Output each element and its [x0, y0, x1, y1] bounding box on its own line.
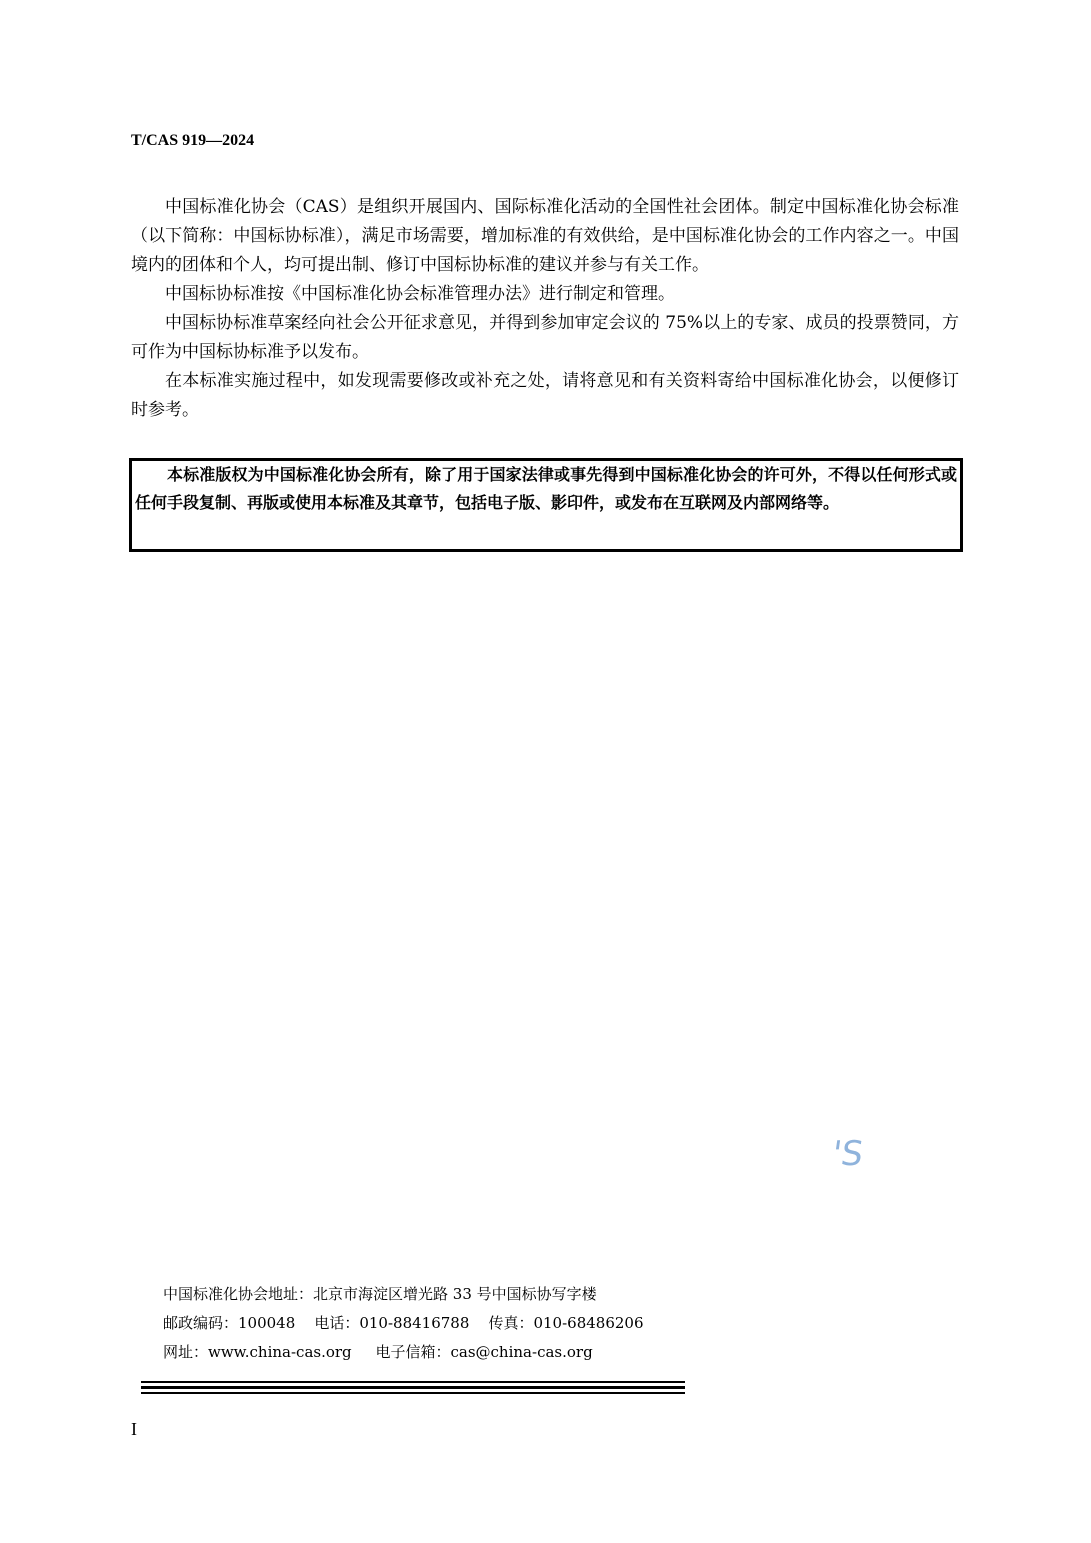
footer-rule — [141, 1381, 685, 1383]
phone-line: 邮政编码：100048 电话：010-88416788 传真：010-68486206 — [163, 1314, 644, 1332]
address-line: 中国标准化协会地址：北京市海淀区增光路 33 号中国标协写字楼 — [163, 1285, 597, 1303]
contact-info — [163, 1280, 644, 1367]
watermark: 'S — [829, 1134, 866, 1174]
page-number: I — [131, 1419, 137, 1439]
intro-paragraph: 中国标协标准按《中国标准化协会标准管理办法》进行制定和管理。 — [165, 284, 675, 304]
intro-paragraph: 中国标准化协会（CAS）是组织开展国内、国际标准化活动的全国性社会团体。制定中国标准化协会标准（以下简称：中国标协标准），满足市场需要，增加标准的有效供给，是中国标准化协会的工作内容之一。中国境内的团体和个人，均可提出制、修订中国标协标准的建议并参与有关工作。 — [131, 197, 959, 275]
footer-rule — [141, 1386, 685, 1389]
web-line: 网址：www.china-cas.org 电子信箱：cas@china-cas.org — [163, 1343, 593, 1361]
copyright-notice-text: 本标准版权为中国标准化协会所有，除了用于国家法律或事先得到中国标准化协会的许可外，不得以任何形式或任何手段复制、再版或使用本标准及其章节，包括电子版、影印件，或发布在互联网及内部网络等。 — [135, 465, 957, 512]
copyright-notice-box — [129, 458, 963, 552]
standard-id: T/CAS 919—2024 — [131, 132, 255, 149]
intro-paragraph: 中国标协标准草案经向社会公开征求意见，并得到参加审定会议的 75%以上的专家、成员的投票赞同，方可作为中国标协标准予以发布。 — [131, 313, 959, 362]
intro-text — [131, 193, 959, 425]
intro-paragraph: 在本标准实施过程中，如发现需要修改或补充之处，请将意见和有关资料寄给中国标准化协会，以便修订时参考。 — [131, 371, 959, 420]
footer-rule — [141, 1392, 685, 1394]
